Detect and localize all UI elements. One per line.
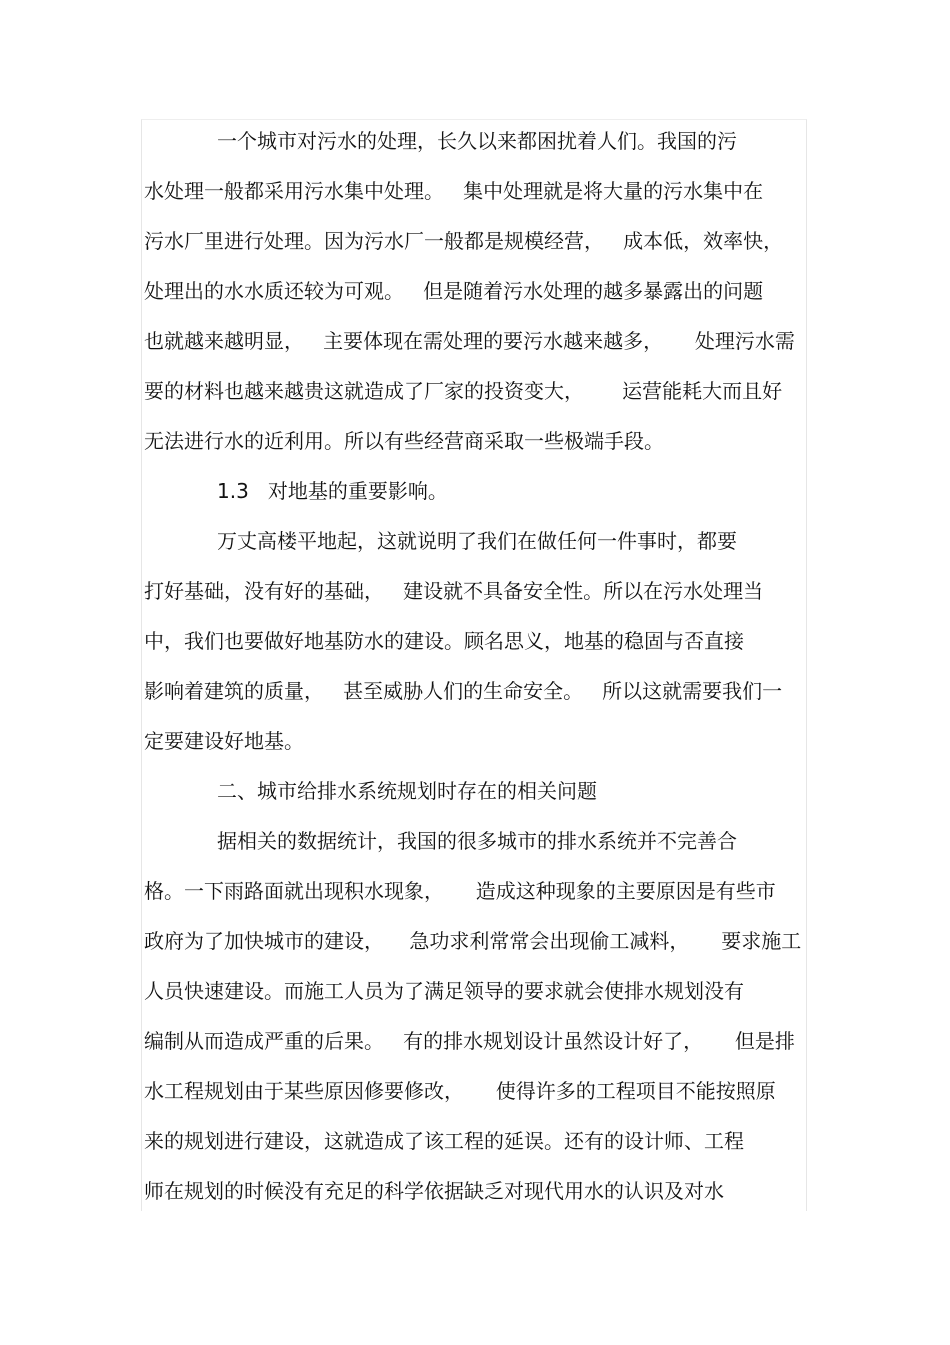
paragraph-line-18: 人员快速建设。而施工人员为了满足领导的要求就会使排水规划没有 (144, 979, 744, 1003)
paragraph-line-20: 水工程规划由于某些原因修要修改， 使得许多的工程项目不能按照原 (144, 1079, 776, 1103)
section-heading-2: 二、城市给排水系统规划时存在的相关问题 (217, 779, 597, 803)
paragraph-line-1: 一个城市对污水的处理，长久以来都困扰着人们。我国的污 (217, 129, 737, 153)
paragraph-line-16: 格。一下雨路面就出现积水现象， 造成这种现象的主要原因是有些市 (144, 879, 776, 903)
paragraph-line-11: 中，我们也要做好地基防水的建设。顾名思义，地基的稳固与否直接 (144, 629, 744, 653)
paragraph-line-17: 政府为了加快城市的建设， 急功求利常常会出现偷工减料， 要求施工 (144, 929, 802, 953)
paragraph-line-13: 定要建设好地基。 (144, 729, 304, 753)
paragraph-line-19: 编制从而造成严重的后果。 有的排水规划设计虽然设计好了， 但是排 (144, 1029, 795, 1053)
paragraph-line-7: 无法进行水的近利用。所以有些经营商采取一些极端手段。 (144, 429, 664, 453)
paragraph-line-12: 影响着建筑的质量， 甚至威胁人们的生命安全。 所以这就需要我们一 (144, 679, 783, 703)
paragraph-line-22: 师在规划的时候没有充足的科学依据缺乏对现代用水的认识及对水 (144, 1179, 724, 1203)
paragraph-line-10: 打好基础，没有好的基础， 建设就不具备安全性。所以在污水处理当 (144, 579, 764, 603)
paragraph-line-2: 水处理一般都采用污水集中处理。 集中处理就是将大量的污水集中在 (144, 179, 764, 203)
paragraph-line-5: 也就越来越明显， 主要体现在需处理的要污水越来越多， 处理污水需 (144, 329, 795, 353)
section-heading-1-3: 1.3 对地基的重要影响。 (217, 479, 448, 503)
paragraph-line-9: 万丈高楼平地起，这就说明了我们在做任何一件事时，都要 (217, 529, 737, 553)
paragraph-line-4: 处理出的水水质还较为可观。 但是随着污水处理的越多暴露出的问题 (144, 279, 764, 303)
paragraph-line-15: 据相关的数据统计，我国的很多城市的排水系统并不完善合 (217, 829, 737, 853)
paragraph-line-21: 来的规划进行建设，这就造成了该工程的延误。还有的设计师、工程 (144, 1129, 744, 1153)
paragraph-line-3: 污水厂里进行处理。因为污水厂一般都是规模经营， 成本低，效率快， (144, 229, 784, 253)
paragraph-line-6: 要的材料也越来越贵这就造成了厂家的投资变大， 运营能耗大而且好 (144, 379, 783, 403)
